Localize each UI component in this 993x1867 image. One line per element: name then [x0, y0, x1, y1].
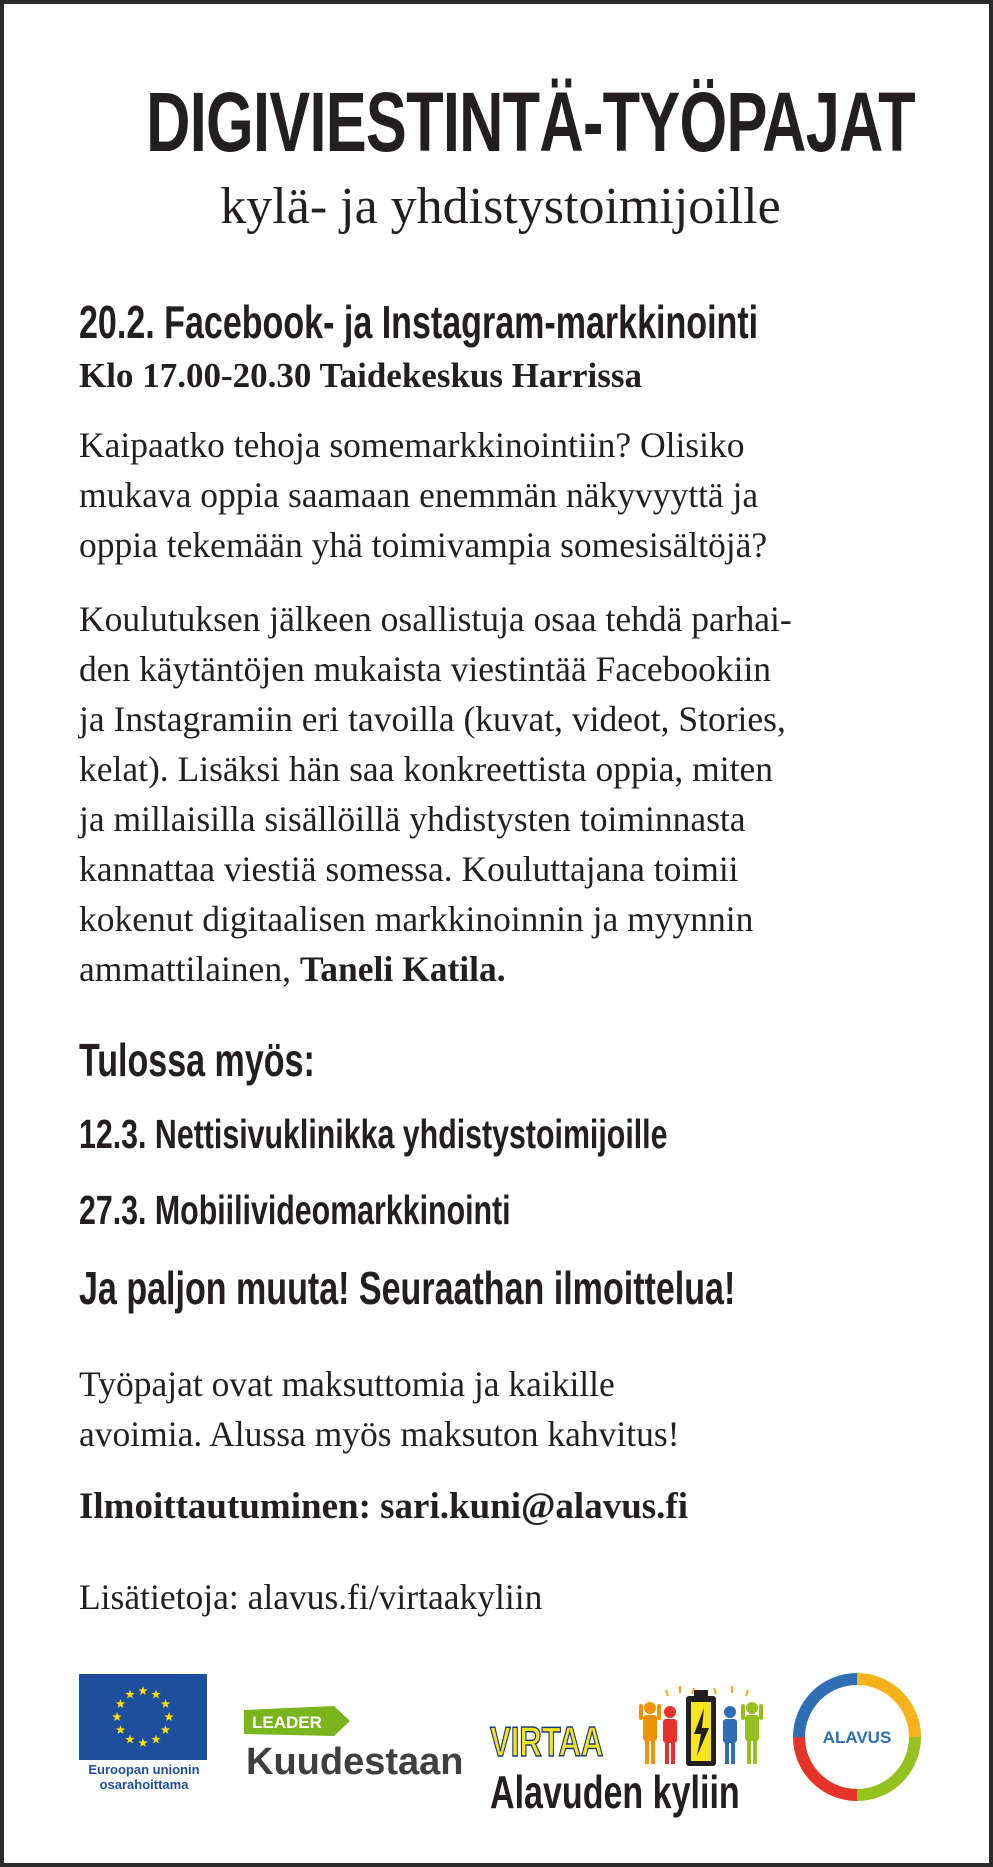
paragraph-line: kannattaa viestiä somessa. Kouluttajana toimii [79, 849, 739, 889]
leader-name: Kuudestaan [246, 1741, 464, 1783]
event-time-place: Klo 17.00-20.30 Taidekeskus Harrissa [79, 356, 643, 395]
more-info-link: Lisätietoja: alavus.fi/virtaakyliin [79, 1577, 543, 1617]
subtitle: kylä- ja yhdistystoimijoille [220, 178, 781, 235]
virtaa-subtitle: Alavuden kyliin [490, 1766, 740, 1818]
eu-caption [79, 1762, 209, 1792]
alavus-logo [792, 1672, 922, 1802]
event-title: 20.2. Facebook- ja Instagram-markkinointi [79, 296, 759, 348]
coming-item: 27.3. Mobiilivideomarkkinointi [79, 1187, 511, 1233]
main-title: DIGIVIESTINTÄ-TYÖPAJAT [146, 75, 915, 169]
signup-info: Ilmoittautuminen: sari.kuni@alavus.fi [79, 1486, 689, 1527]
paragraph-line: ja Instagramiin eri tavoilla (kuvat, videot, Stories, [79, 699, 786, 739]
paragraph-line: ja millaisilla sisällöillä yhdistysten toiminnasta [79, 799, 746, 839]
paragraph-line: kelat). Lisäksi hän saa konkreettista oppia, miten [79, 749, 774, 789]
coming-item: 12.3. Nettisivuklinikka yhdistystoimijoille [79, 1111, 668, 1157]
eu-logo [79, 1674, 209, 1792]
paragraph-line: avoimia. Alussa myös maksuton kahvitus! [79, 1414, 680, 1454]
more-coming-text: Ja paljon muuta! Seuraathan ilmoittelua! [79, 1262, 736, 1314]
paragraph-line: mukava oppia saamaan enemmän näkyvyyttä ja [79, 475, 759, 515]
leader-badge-icon [242, 1704, 352, 1740]
leader-kuudestaan-logo [236, 1704, 466, 1794]
trainer-name: Taneli Katila. [299, 949, 506, 989]
sponsor-logos [4, 1664, 993, 1818]
eu-caption-line: osarahoittama [99, 1777, 189, 1792]
free-of-charge-paragraph [79, 1359, 939, 1459]
paragraph-line: den käytäntöjen mukaista viestintää Facebookiin [79, 649, 772, 689]
virtaa-logo [486, 1676, 776, 1818]
virtaa-word: VIRTAA [490, 1718, 604, 1765]
leader-badge-text: LEADER [252, 1713, 322, 1732]
paragraph-line: oppia tekemään yhä toimivampia somesisältöjä? [79, 525, 768, 565]
paragraph-line [79, 944, 939, 994]
paragraph-line: Kaipaatko tehoja somemarkkinointiin? Olisiko [79, 425, 745, 465]
description-paragraph [79, 594, 939, 994]
paragraph-line: Työpajat ovat maksuttomia ja kaikille [79, 1364, 615, 1404]
paragraph-line: Koulutuksen jälkeen osallistuja osaa tehdä parhai- [79, 599, 792, 639]
paragraph-line-prefix: ammattilainen, [79, 949, 300, 989]
intro-paragraph [79, 420, 939, 570]
eu-flag-icon [79, 1674, 207, 1760]
paragraph-line: kokenut digitaalisen markkinoinnin ja myynnin [79, 899, 754, 939]
coming-title: Tulossa myös: [79, 1034, 315, 1086]
alavus-logo-text: ALAVUS [822, 1728, 892, 1747]
eu-caption-line: Euroopan unionin [88, 1762, 200, 1777]
people-battery-icon [636, 1684, 766, 1772]
